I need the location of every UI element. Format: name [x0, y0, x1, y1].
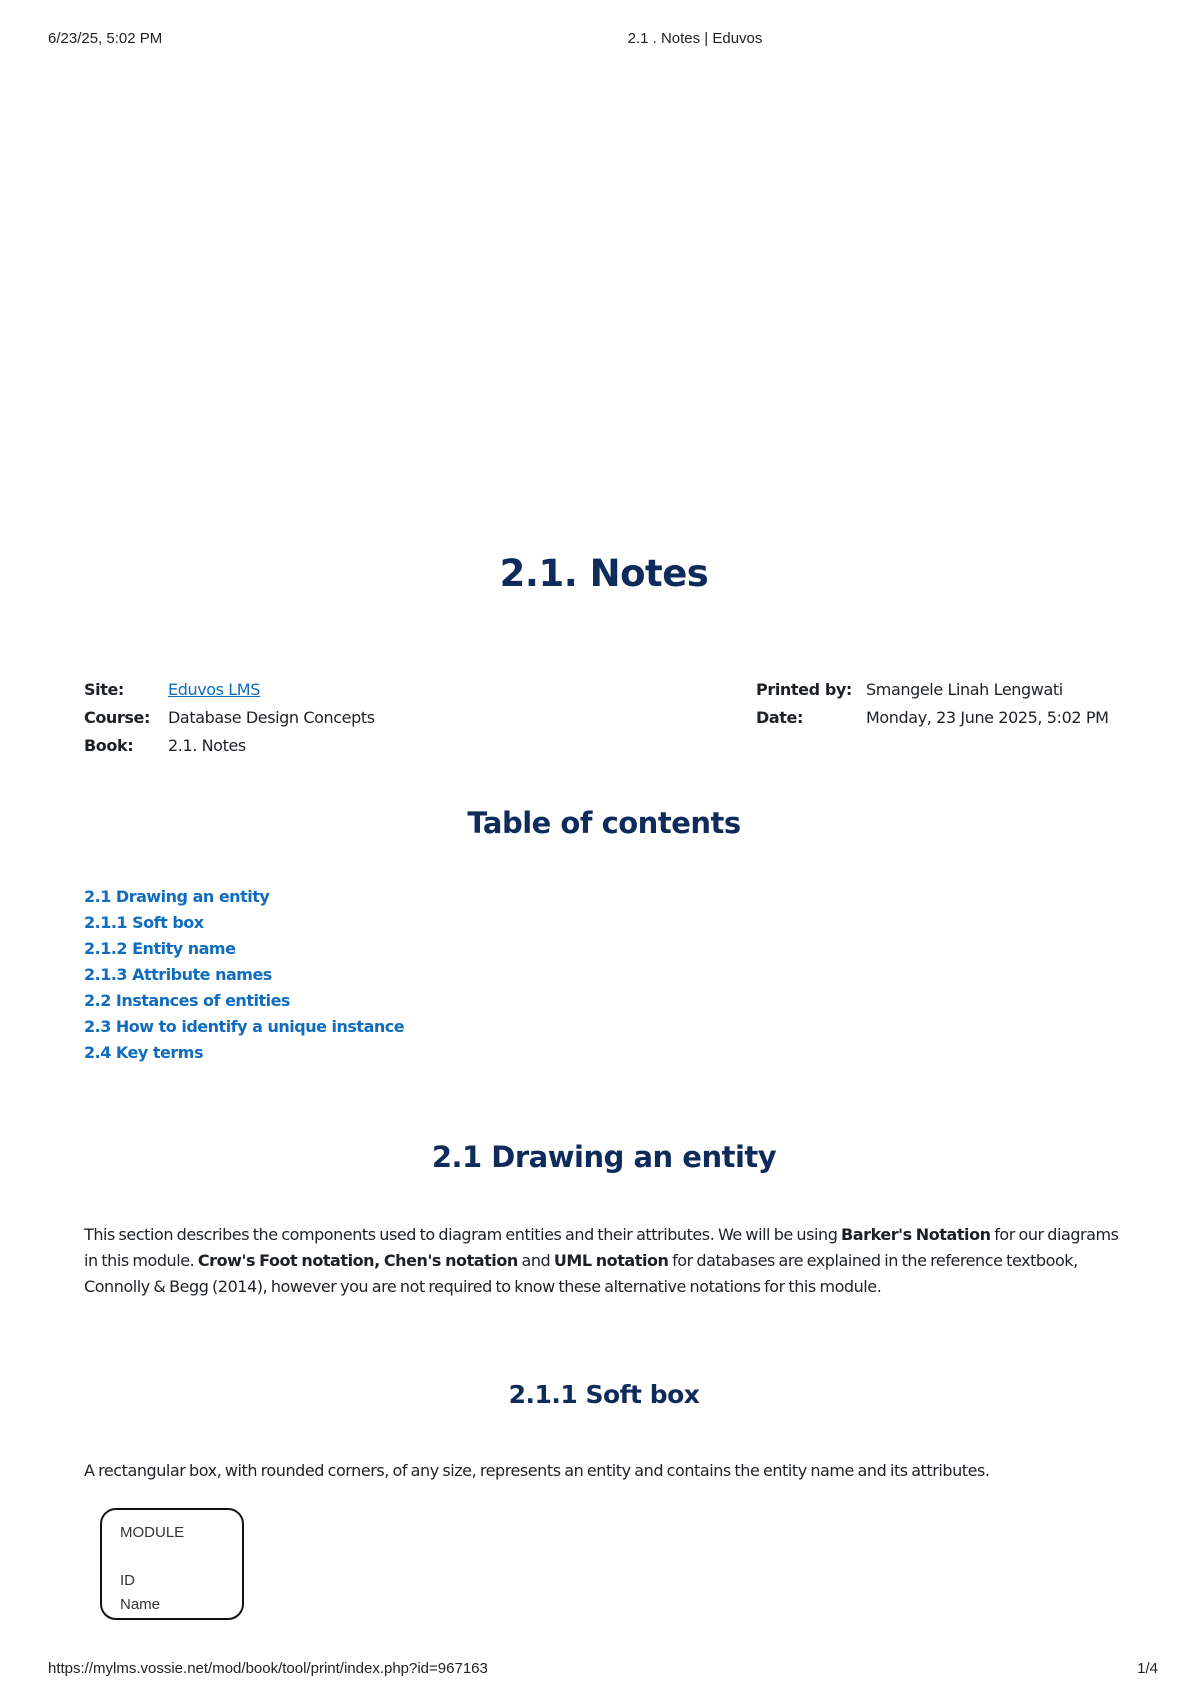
book-info-table	[84, 680, 1124, 764]
entity-attribute: ID	[120, 1572, 135, 1589]
site-label: Site:	[84, 680, 124, 699]
book-value: 2.1. Notes	[168, 736, 246, 755]
entity-name: MODULE	[120, 1524, 185, 1541]
print-page-number: 1/4	[1137, 1660, 1158, 1677]
printed-by-value: Smangele Linah Lengwati	[866, 680, 1063, 699]
course-label: Course:	[84, 708, 150, 727]
toc-link-entity-name[interactable]: 2.1.2 Entity name	[84, 939, 236, 958]
toc-link-attribute-names[interactable]: 2.1.3 Attribute names	[84, 965, 272, 984]
book-label: Book:	[84, 736, 134, 755]
para-bold-text: Barker's Notation	[841, 1225, 991, 1244]
toc-item	[84, 939, 404, 965]
course-value: Database Design Concepts	[168, 708, 375, 727]
site-value	[168, 680, 260, 699]
para-bold-text: Crow's Foot notation, Chen's notation	[197, 1251, 518, 1270]
toc-item	[84, 965, 404, 991]
toc-item	[84, 991, 404, 1017]
table-of-contents	[84, 887, 404, 1069]
toc-link-drawing-an-entity[interactable]: 2.1 Drawing an entity	[84, 887, 270, 906]
para-text: and	[517, 1251, 554, 1270]
toc-item	[84, 1017, 404, 1043]
date-label: Date:	[756, 708, 803, 727]
site-link[interactable]: Eduvos LMS	[168, 680, 260, 699]
print-page-title: 2.1 . Notes | Eduvos	[627, 30, 763, 47]
meta-row-course	[84, 708, 1124, 736]
toc-item	[84, 1043, 404, 1069]
soft-box-paragraph: A rectangular box, with rounded corners, of any size, represents an entity and contains the entity name and its attributes.	[84, 1461, 990, 1480]
para-text: for our diagrams in this module.	[84, 1225, 1119, 1270]
toc-link-key-terms[interactable]: 2.4 Key terms	[84, 1043, 203, 1062]
meta-row-book	[84, 736, 1124, 764]
para-text: for databases are explained in the reference textbook, Connolly & Begg (2014), however you are not required to know these alternative notations for this module.	[84, 1251, 1078, 1296]
toc-item	[84, 913, 404, 939]
toc-link-soft-box[interactable]: 2.1.1 Soft box	[84, 913, 204, 932]
para-text: This section describes the components used to diagram entities and their attributes. We will be using	[84, 1225, 842, 1244]
meta-row-site	[84, 680, 1124, 708]
toc-link-unique-instance[interactable]: 2.3 How to identify a unique instance	[84, 1017, 405, 1036]
section-intro-paragraph	[84, 1222, 1124, 1300]
section-heading-drawing-an-entity: 2.1 Drawing an entity	[431, 1140, 777, 1174]
section-heading-soft-box: 2.1.1 Soft box	[508, 1380, 700, 1409]
entity-soft-box-diagram	[100, 1508, 244, 1620]
toc-item	[84, 887, 404, 913]
entity-attribute: Name	[120, 1596, 161, 1613]
printed-by-label: Printed by:	[756, 680, 852, 699]
date-value: Monday, 23 June 2025, 5:02 PM	[866, 708, 1109, 727]
toc-title: Table of contents	[467, 806, 741, 840]
para-bold-text: UML notation	[553, 1251, 669, 1270]
print-datetime: 6/23/25, 5:02 PM	[48, 30, 163, 47]
toc-link-instances-of-entities[interactable]: 2.2 Instances of entities	[84, 991, 290, 1010]
print-url: https://mylms.vossie.net/mod/book/tool/print/index.php?id=967163	[48, 1660, 488, 1677]
book-title: 2.1. Notes	[499, 552, 709, 595]
